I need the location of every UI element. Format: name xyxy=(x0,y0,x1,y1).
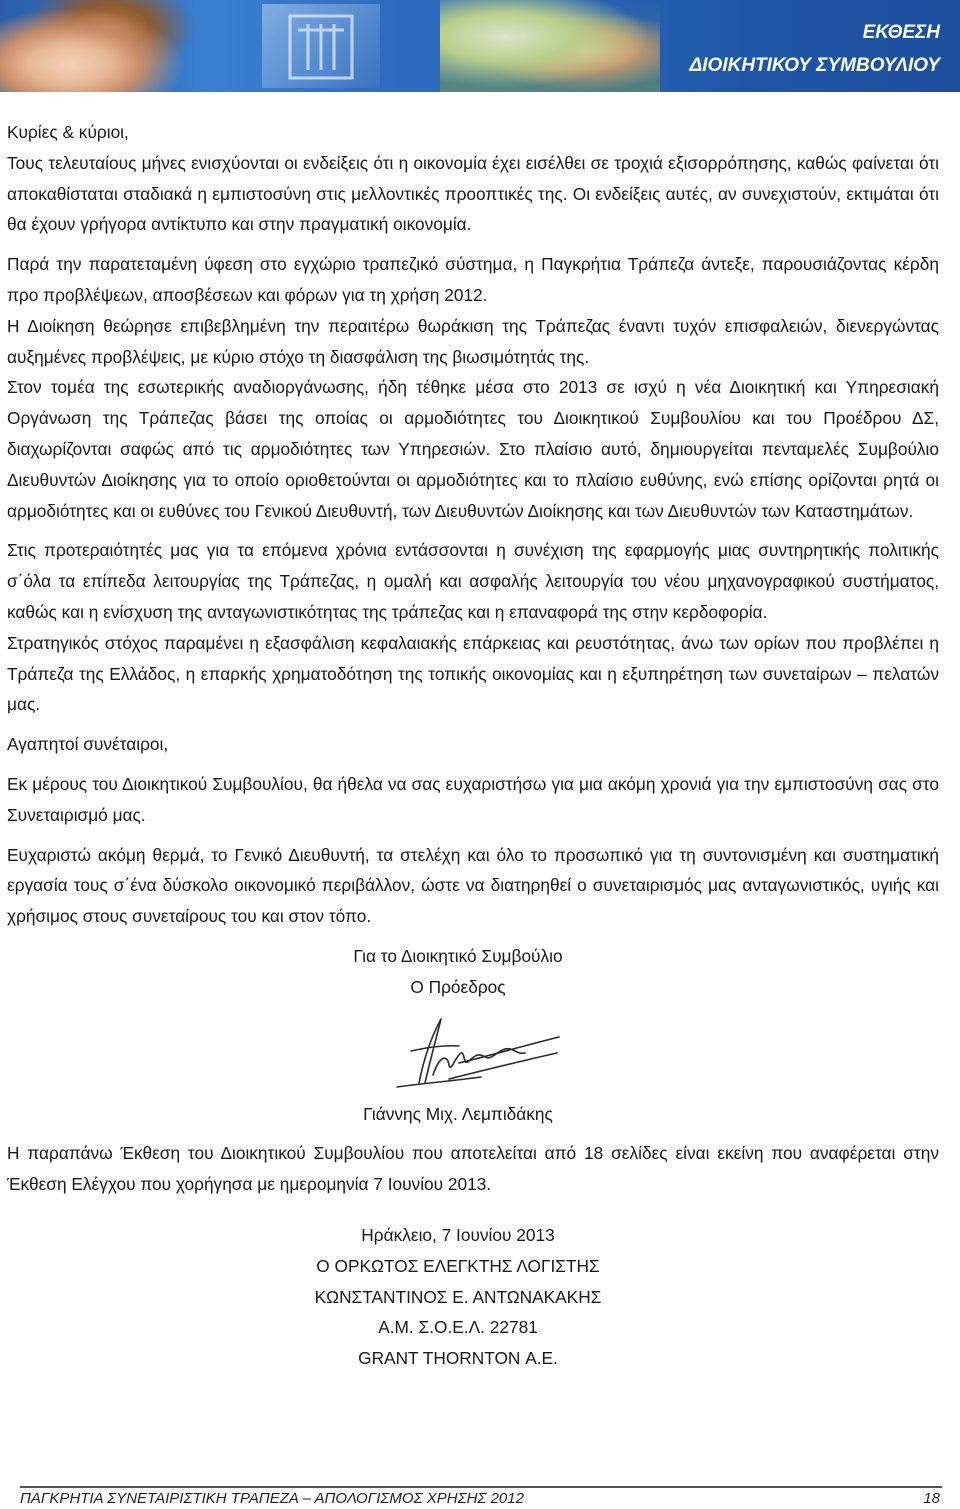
signoff-role: Ο Πρόεδρος xyxy=(410,976,506,997)
paragraph-priorities: Στις προτεραιότητές μας για τα επόμενα χρόνια εντάσσονται η συνέχιση της εφαρμογής μιας συντηρητικής πολιτικής σ΄όλα τα επίπεδα λειτουργίας της Τράπεζας, η ομαλή και ασφαλής λειτουργία του νέου μηχανογραφικού συστήματος, καθώς και η ενίσχυση της ανταγωνιστικότητας της τράπεζας και η επαναφορά της στην κερδοφορία. xyxy=(7,540,939,622)
report-title xyxy=(690,16,940,82)
auditor-firm: GRANT THORNTON Α.Ε. xyxy=(358,1348,558,1369)
paragraph-strategy: Στρατηγικός στόχος παραμένει η εξασφάλιση κεφαλαιακής επάρκειας και ρευστότητας, άνω των ορίων που προβλέπει η Τράπεζα της Ελλάδος, η επαρκής χρηματοδότηση της τοπικής οικονομίας και η εξυπηρέτηση των συνεταίρων – πελατών μας. xyxy=(7,632,939,715)
letter-body xyxy=(7,117,939,1374)
paragraph-thanks-members: Εκ μέρους του Διοικητικού Συμβουλίου, θα ήθελα να σας ευχαριστήσω για μια ακόμη χρονιά για την εμπιστοσύνη σας στο Συνεταιρισμό μας. xyxy=(7,773,939,825)
banner-photo-people xyxy=(440,0,660,92)
auditor-registry-number: Α.Μ. Σ.Ο.Ε.Λ. 22781 xyxy=(378,1317,538,1338)
auditor-place-date: Ηράκλειο, 7 Ιουνίου 2013 xyxy=(361,1224,555,1245)
auditor-name: ΚΩΝΣΤΑΝΤΙΝΟΣ Ε. ΑΝΤΩΝΑΚΑΚΗΣ xyxy=(314,1286,602,1307)
auditor-statement: Η παραπάνω Έκθεση του Διοικητικού Συμβουλίου που αποτελείται από 18 σελίδες είναι εκείνη που αναφέρεται στην Έκθεση Ελέγχου που χορήγησα με ημερομηνία 7 Ιουνίου 2013. xyxy=(7,1143,939,1195)
paragraph-reorganisation: Στον τομέα της εσωτερικής αναδιοργάνωσης, ήδη τέθηκε μέσα στο 2013 σε ισχύ η νέα Διοικητική και Υπηρεσιακή Οργάνωση της Τράπεζας βάσει της οποίας οι αρμοδιότητες του Διοικητικού Συμβουλίου και του Προέδρου ΔΣ, διαχωρίζονται σαφώς από τις αρμοδιότητες των Υπηρεσιών. Στο πλαίσιο αυτό, δημιουργείται πενταμελές Συμβούλιο Διευθυντών Διοίκησης για το οποίο οριοθετούνται οι αρμοδιότητες και το πλαίσιο ευθύνης, ενώ επίσης ορίζονται ρητά οι αρμοδιότητες και οι ευθύνες του Γενικού Διευθυντή, των Διευθυντών Διοίκησης και των Διευθυντών των Καταστημάτων. xyxy=(7,377,939,521)
chairman-name: Γιάννης Μιχ. Λεμπιδάκης xyxy=(363,1103,553,1124)
greeting-members: Αγαπητοί συνέταιροι, xyxy=(7,734,169,755)
banner-photo-woman xyxy=(0,0,200,92)
bank-logo xyxy=(262,4,380,88)
chairman-signature xyxy=(389,1013,569,1093)
signoff-board: Για το Διοικητικό Συμβούλιο xyxy=(353,945,563,966)
footer-report-name: ΠΑΓΚΡΗΤΙΑ ΣΥΝΕΤΑΙΡΙΣΤΙΚΗ ΤΡΑΠΕΖΑ – ΑΠΟΛΟΓΙΣΜΟΣ ΧΡΗΣΗΣ 2012 xyxy=(20,1490,524,1507)
footer-divider xyxy=(20,1486,942,1488)
paragraph-outlook: Τους τελευταίους μήνες ενισχύονται οι ενδείξεις ότι η οικονομία έχει εισέλθει σε τροχιά εξισορρόπησης, καθώς φαίνεται ότι αποκαθίσταται σταδιακά η εμπιστοσύνη στις μελλοντικές προοπτικές της. Οι ενδείξεις αυτές, αν συνεχιστούν, εκτιμάται ότι θα έχουν γρήγορα αντίκτυπο και στην πραγματική οικονομία. xyxy=(7,152,939,235)
auditor-title: Ο ΟΡΚΩΤΟΣ ΕΛΕΓΚΤΗΣ ΛΟΓΙΣΤΗΣ xyxy=(316,1255,600,1276)
paragraph-provisions: Η Διοίκηση θεώρησε επιβεβλημένη την περαιτέρω θωράκιση της Τράπεζας έναντι τυχόν επισφαλειών, διενεργώντας αυξημένες προβλέψεις, με κύριο στόχο τη διασφάλιση της βιωσιμότητάς της. xyxy=(7,315,939,367)
logo-mark-icon xyxy=(262,4,380,88)
paragraph-thanks-staff: Ευχαριστώ ακόμη θερμά, το Γενικό Διευθυντή, τα στελέχη και όλο το προσωπικό για τη συντονισμένη και συστηματική εργασία τους σ΄ένα δύσκολο οικονομικό περιβάλλον, ώστε να διατηρηθεί ο συνεταιρισμός μας ανταγωνιστικός, υγιής και χρήσιμος στους συνεταίρους του και στον τόπο. xyxy=(7,844,939,927)
report-title-line1: ΕΚΘΕΣΗ xyxy=(862,22,940,43)
salutation: Κυρίες & κύριοι, xyxy=(7,122,129,142)
report-title-line2: ΔΙΟΙΚΗΤΙΚΟΥ ΣΥΜΒΟΥΛΙΟΥ xyxy=(689,55,940,76)
header-banner xyxy=(0,0,960,92)
page-number: 18 xyxy=(923,1490,940,1507)
paragraph-resilience: Παρά την παρατεταμένη ύφεση στο εγχώριο τραπεζικό σύστημα, η Παγκρήτια Τράπεζα άντεξε, παρουσιάζοντας κέρδη προ προβλέψεων, αποσβέσεων και φόρων για τη χρήση 2012. xyxy=(7,254,939,305)
